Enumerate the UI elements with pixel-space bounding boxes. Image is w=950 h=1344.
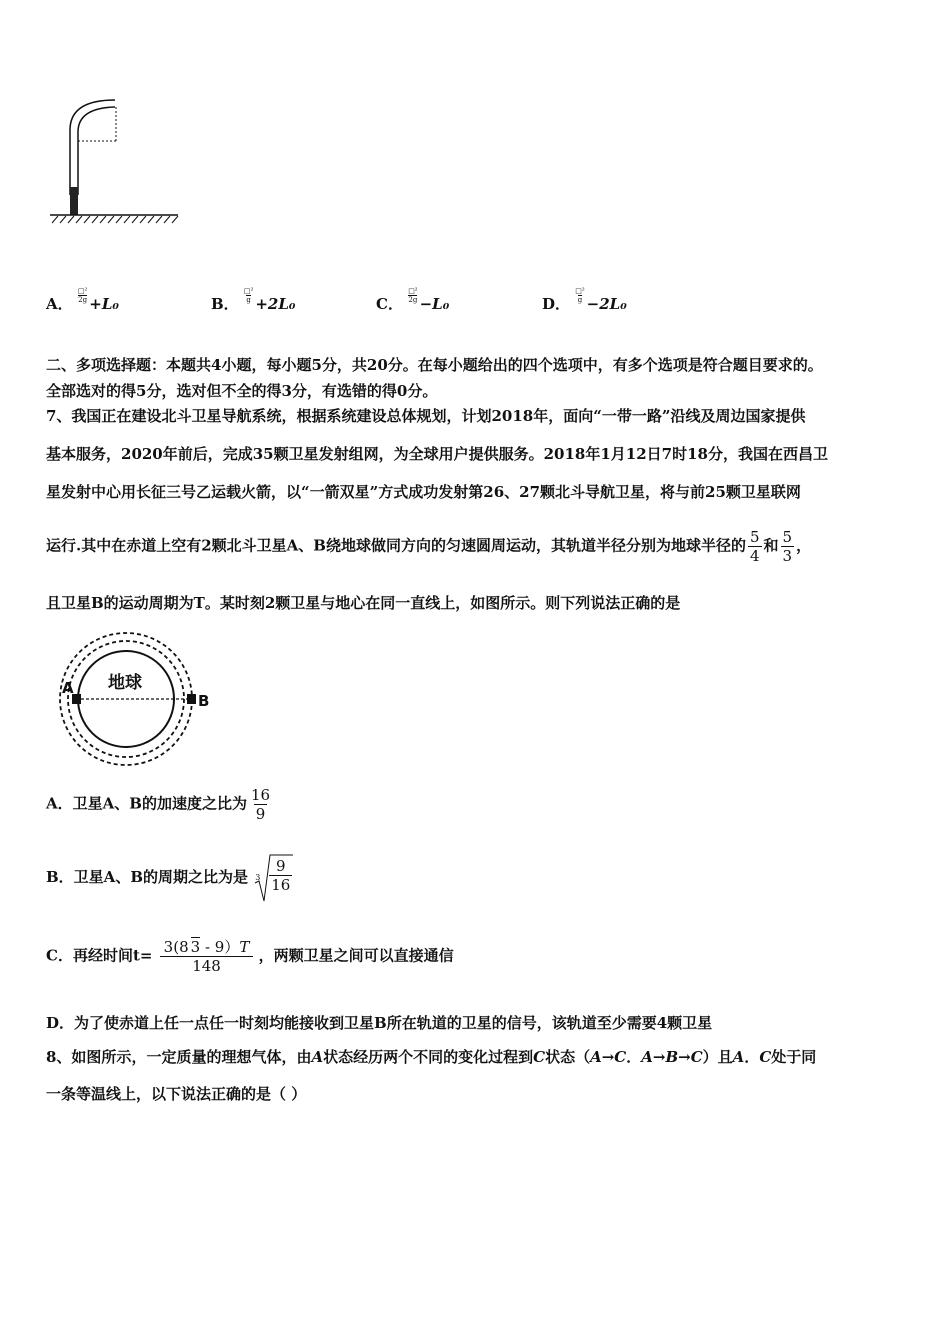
- label-b: B: [198, 692, 210, 710]
- ratio-5-4: $\frac{5}{4}$: [749, 528, 760, 565]
- q7-line5: 且卫星B的运动周期为T。某时刻2颗卫星与地心在同一直线上，如图所示。则下列说法正确的是: [46, 594, 681, 612]
- q7-option-c[interactable]: C．再经时间t= $\frac{3(8 3 - 9)T}{148}$ ，两颗卫星之间可以直接通信: [46, 938, 454, 975]
- q6-b-fraction: □² g: [243, 287, 254, 304]
- q7-line3: 星发射中心用长征三号乙运载火箭，以“一箭双星”方式成功发射第26、27颗北斗导航卫星，将与前25颗卫星联网: [46, 483, 801, 501]
- q7-option-b[interactable]: B．卫星A、B的周期之比为是 3 $\frac{9}{16}$: [46, 853, 293, 903]
- satellite-b: [187, 694, 196, 704]
- orbit-figure: [46, 626, 221, 766]
- tube-figure: [40, 95, 190, 230]
- q6-option-a[interactable]: A． □² 2g +L₀: [46, 287, 119, 313]
- q8-line1: 8、如图所示，一定质量的理想气体，由A状态经历两个不同的变化过程到C状态（A→C．A→B→C）且A．C处于同: [46, 1048, 817, 1066]
- q6-option-b[interactable]: B． □² g +2L₀: [211, 287, 296, 313]
- q6-option-d[interactable]: D． □² g −2L₀: [542, 287, 627, 313]
- earth-label: 地球: [108, 673, 142, 693]
- q6-d-fraction: □² g: [575, 287, 585, 304]
- section-header-line1: 二、多项选择题：本题共4小题，每小题5分，共20分。在每小题给出的四个选项中，有多个选项是符合题目要求的。: [46, 356, 823, 374]
- q8-line2: 一条等温线上，以下说法正确的是（ ）: [46, 1085, 307, 1103]
- q6-a-fraction: □² 2g: [77, 287, 88, 304]
- section-header-line2: 全部选对的得5分，选对但不全的得3分，有选错的得0分。: [46, 382, 438, 400]
- q7-line1: 7、我国正在建设北斗卫星导航系统，根据系统建设总体规划，计划2018年，面向“一带一路”沿线及周边国家提供: [46, 407, 806, 425]
- q7-line4: 运行.其中在赤道上空有2颗北斗卫星A、B绕地球做同方向的匀速圆周运动，其轨道半径分别为地球半径的 $\frac{5}{4}$ 和 $\frac{5}{3}$ ，: [46, 528, 812, 565]
- q7-option-a[interactable]: A．卫星A、B的加速度之比为 $\frac{16}{9}$: [46, 786, 271, 823]
- q7-option-d[interactable]: D．为了使赤道上任一点任一时刻均能接收到卫星B所在轨道的卫星的信号，该轨道至少需要4颗卫星: [46, 1014, 713, 1032]
- q6-option-c[interactable]: C． □² 2g −L₀: [376, 287, 450, 313]
- ratio-5-3: $\frac{5}{3}$: [782, 528, 793, 565]
- q7-line2: 基本服务，2020年前后，完成35颗卫星发射组网，为全球用户提供服务。2018年1月12日7时18分，我国在西昌卫: [46, 445, 828, 463]
- label-a: A: [62, 679, 74, 697]
- q6-c-fraction: □² 2g: [408, 287, 418, 304]
